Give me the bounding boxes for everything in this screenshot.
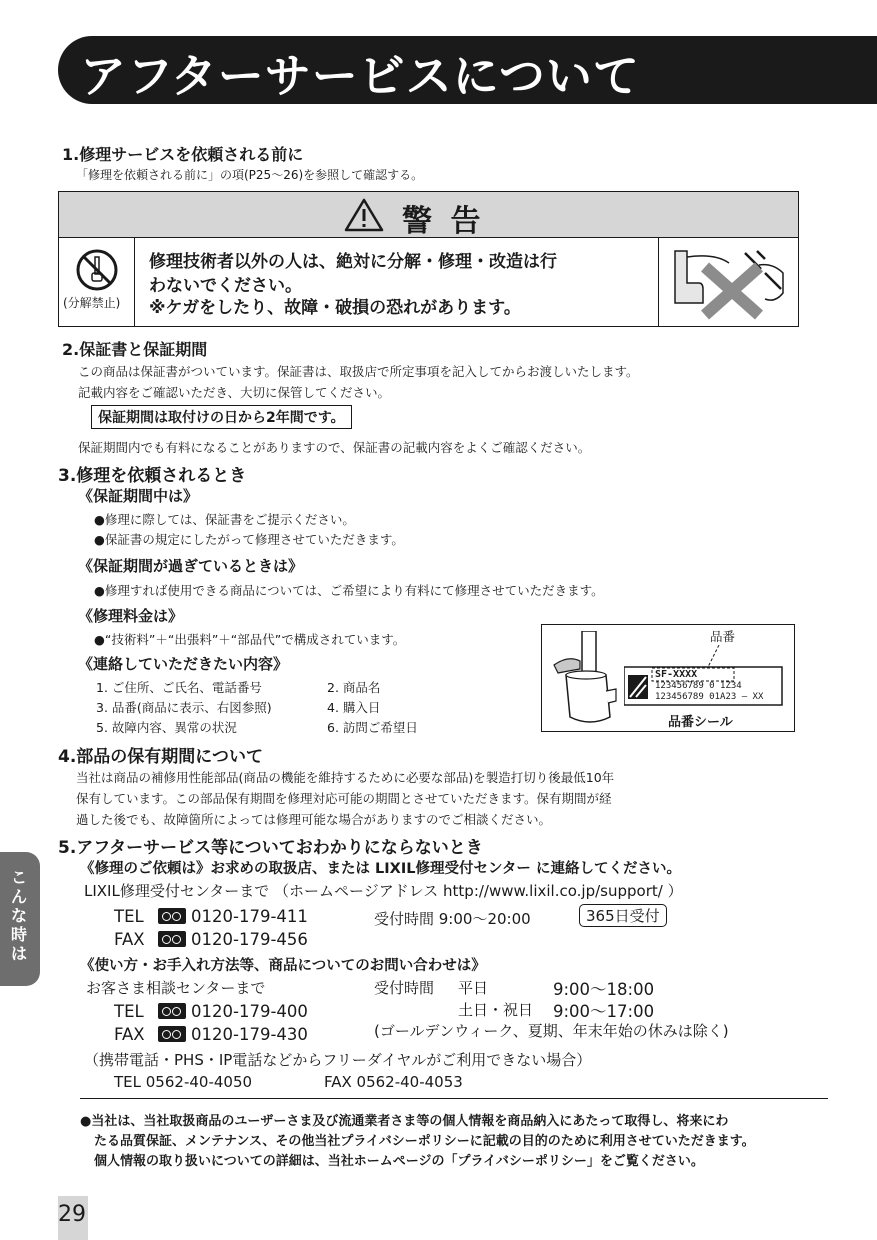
warranty-period-box: 保証期間は取付けの日から2年間です。: [91, 405, 352, 429]
section-3-bullet-1: ●修理に際しては、保証書をご提示ください。: [94, 512, 355, 527]
privacy-line-3: 個人情報の取り扱いについての詳細は、当社ホームページの「プライバシーポリシー」をご覧ください。: [94, 1154, 704, 1169]
page-number: 29: [58, 1202, 86, 1227]
section-5-heading: 5.アフターサービス等についておわかりにならないとき: [58, 838, 483, 858]
weekday-time: 9:00～18:00: [553, 980, 655, 999]
weekday-label: 平日: [458, 979, 489, 997]
section-3-sub-1: 《保証期間中は》: [78, 487, 199, 505]
warning-line-1: 修理技術者以外の人は、絶対に分解・修理・改造は行: [149, 252, 557, 272]
mobile-fax[interactable]: FAX 0562-40-4053: [324, 1073, 463, 1091]
no-disassembly-icon: [75, 248, 119, 292]
privacy-line-2: たる品質保証、メンテナンス、その他当社プライバシーポリシーに記載の目的のために利用させていただきます。: [94, 1134, 755, 1149]
tel-number-2[interactable]: 0120-179-400: [158, 1002, 308, 1021]
freedial-icon: [158, 931, 186, 947]
figure-label-top: 品番: [710, 629, 736, 644]
privacy-divider: [80, 1098, 828, 1099]
365-badge: 365日受付: [579, 904, 667, 927]
consult-center: お客さま相談センターまで: [86, 979, 266, 997]
section-2-heading: 2.保証書と保証期間: [62, 340, 208, 359]
mobile-tel[interactable]: TEL 0562-40-4050: [114, 1073, 253, 1091]
side-tab-label: こんな時は: [11, 868, 28, 963]
no-repair-tools-icon: [665, 243, 793, 321]
figure-label-bottom: 品番シール: [668, 715, 733, 730]
privacy-line-1: ●当社は、当社取扱商品のユーザーさま及び流通業者さま等の個人情報を商品納入にあたって取得し、将来にわ: [80, 1114, 729, 1129]
no-disassembly-label: (分解禁止): [63, 296, 121, 310]
freedial-icon: [158, 1003, 186, 1019]
contact-item: 3. 品番(商品に表示、右図参照): [96, 700, 272, 715]
contact-item: 5. 故障内容、異常の状況: [96, 720, 237, 735]
warning-triangle-icon: [344, 198, 384, 232]
section-2-line-1: この商品は保証書がついています。保証書は、取扱店で所定事項を記入してからお渡しいたします。: [78, 364, 639, 379]
section-4-heading: 4.部品の保有期間について: [58, 747, 263, 767]
fax-label: FAX: [114, 1025, 145, 1044]
contact-item: 6. 訪問ご希望日: [327, 720, 418, 735]
weekend-time: 9:00～17:00: [553, 1002, 655, 1021]
warning-line-3: ※ケガをしたり、故障・破損の恐れがあります。: [149, 298, 521, 318]
section-3-bullet-4: ●“技術料”＋“出張料”＋“部品代”で構成されています。: [94, 632, 406, 647]
warning-icon-cell: [59, 238, 135, 326]
figure-code-3: 123456789 01A23 – XX: [655, 692, 764, 702]
tel-label: TEL: [114, 1002, 144, 1021]
section-5-sub-2: 《使い方・お手入れ方法等、商品についてのお問い合わせは》: [80, 958, 486, 974]
contact-item: 2. 商品名: [327, 680, 381, 695]
warning-header: [59, 192, 798, 238]
section-1-text: 「修理を依頼される前に」の項(P25～26)を参照して確認する。: [76, 168, 424, 182]
warning-line-2: わないでください。: [149, 276, 302, 296]
tel-label: TEL: [114, 907, 144, 926]
hours-2-label: 受付時間: [374, 979, 435, 997]
section-5-sub-1: 《修理のご依頼は》お求めの取扱店、または LIXIL修理受付センター に連絡してください。: [80, 861, 681, 877]
section-3-sub-2: 《保証期間が過ぎているときは》: [78, 557, 304, 575]
tel-number-1[interactable]: 0120-179-411: [158, 907, 308, 926]
faucet-illustration: [550, 631, 630, 727]
section-3-sub-3: 《修理料金は》: [78, 607, 184, 625]
contact-item: 4. 購入日: [327, 700, 381, 715]
fax-number-2[interactable]: 0120-179-430: [158, 1025, 308, 1044]
contact-item: 1. ご住所、ご氏名、電話番号: [96, 680, 262, 695]
freedial-icon: [158, 1026, 186, 1042]
warning-title: 警 告: [402, 204, 485, 239]
section-2-line-2: 記載内容をご確認いただき、大切に保管してください。: [78, 385, 391, 400]
section-3-bullet-2: ●保証書の規定にしたがって修理させていただきます。: [94, 532, 404, 547]
fax-number-1[interactable]: 0120-179-456: [158, 930, 308, 949]
holiday-note: (ゴールデンウィーク、夏期、年末年始の休みは除く): [374, 1022, 729, 1040]
figure-code-1: SF-XXXX: [655, 669, 698, 680]
repair-center-line: LIXIL修理受付センターまで （ホームページアドレス http://www.lixil.co.jp/support/ ）: [84, 882, 683, 900]
section-4-line-1: 当社は商品の補修用性能部品(商品の機能を維持するために必要な部品)を製造打切り後最低10年: [76, 770, 615, 785]
freedial-icon: [158, 908, 186, 924]
section-4-line-3: 過した後でも、故障箇所によっては修理可能な場合がありますのでご相談ください。: [76, 812, 552, 827]
page-title: アフターサービスについて: [80, 49, 640, 103]
fax-label: FAX: [114, 930, 145, 949]
section-3-sub-4: 《連絡していただきたい内容》: [78, 655, 289, 673]
section-2-line-3: 保証期間内でも有料になることがありますので、保証書の記載内容をよくご確認ください。: [78, 440, 591, 455]
product-number-figure: [541, 624, 795, 732]
section-4-line-2: 保有しています。この部品保有期間を修理対応可能の期間とさせていただきます。保有期間が経: [76, 791, 612, 806]
section-3-bullet-3: ●修理すれば使用できる商品については、ご希望により有料にて修理させていただきます。: [94, 583, 604, 598]
section-1-heading: 1.修理サービスを依頼される前に: [62, 145, 304, 164]
hours-1: 受付時間 9:00～20:00: [374, 910, 531, 928]
mobile-note: （携帯電話・PHS・IP電話などからフリーダイヤルがご利用できない場合）: [84, 1051, 592, 1069]
weekend-label: 土日・祝日: [458, 1001, 534, 1019]
figure-code-2: 123456789 0 1Z34: [655, 681, 742, 691]
section-3-heading: 3.修理を依頼されるとき: [58, 466, 247, 486]
warning-illustration-cell: [658, 238, 799, 326]
warning-box: [58, 191, 799, 327]
